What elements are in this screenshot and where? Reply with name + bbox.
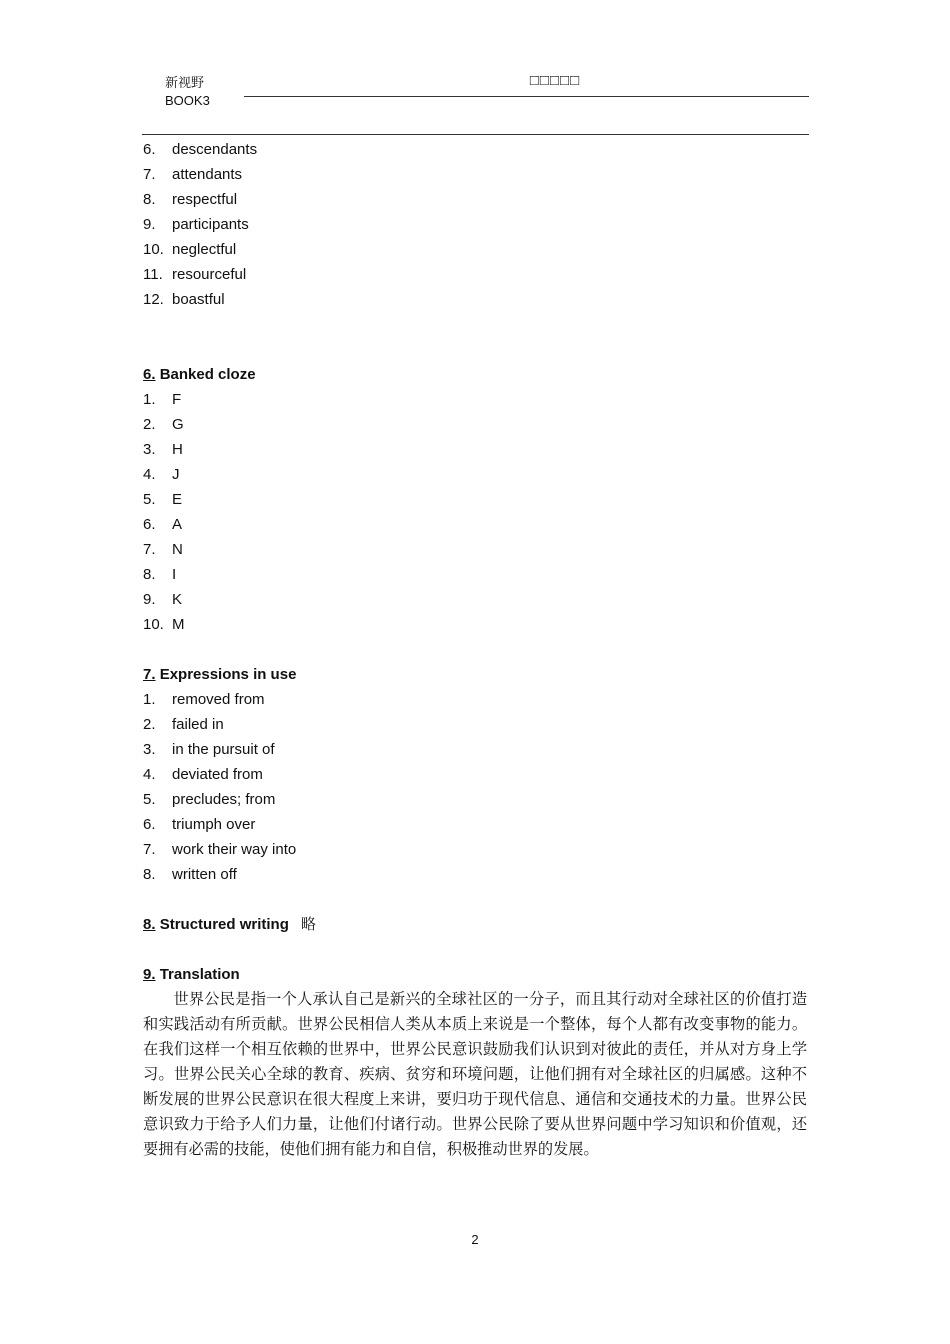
header-book-number: BOOK3 — [165, 93, 210, 108]
spacer — [143, 637, 810, 662]
list-item — [143, 537, 810, 562]
item-number: 8. — [143, 866, 156, 883]
section-title: Structured writing — [159, 916, 289, 933]
item-number: 7. — [143, 166, 156, 183]
header-rule-top — [244, 96, 809, 97]
list-item — [143, 262, 810, 287]
section-number: 9. — [143, 966, 156, 983]
list-item — [143, 387, 810, 412]
item-number: 11. — [143, 266, 163, 283]
item-number: 1. — [143, 691, 156, 708]
item-number: 3. — [143, 441, 156, 458]
section-number: 6. — [143, 366, 156, 383]
spacer — [143, 937, 810, 962]
list-item — [143, 812, 810, 837]
item-text: participants — [172, 216, 249, 233]
translation-paragraph: 世界公民是指一个人承认自己是新兴的全球社区的一分子，而且其行动对全球社区的价值打造和实践活动有所贡献。世界公民相信人类从本质上来说是一个整体，每个人都有改变事物的能力。在我们这样一个相互依赖的世界中，世界公民意识鼓励我们认识到对彼此的责任，并从对方身上学习。世界公民关心全球的教育、疾病、贫穷和环境问题，让他们拥有对全球社区的归属感。这种不断发展的世界公民意识在很大程度上来讲，要归功于现代信息、通信和交通技术的力量。世界公民意识致力于给予人们力量，让他们付诸行动。世界公民除了要从世界问题中学习知识和价值观，还要拥有必需的技能，使他们拥有能力和自信，积极推动世界的发展。 — [143, 990, 807, 1158]
list-item — [143, 787, 810, 812]
list-item — [143, 862, 810, 887]
item-text: precludes; from — [172, 791, 276, 808]
section-heading-structured-writing — [143, 912, 810, 937]
list-item — [143, 687, 810, 712]
header-title: □□□□□ — [529, 72, 581, 89]
header-rule-bottom — [142, 134, 809, 135]
item-text: J — [172, 466, 180, 483]
item-text: A — [172, 516, 183, 533]
section-title: Banked cloze — [159, 366, 256, 383]
item-text: written off — [172, 866, 237, 883]
item-number: 7. — [143, 841, 156, 858]
list-item — [143, 837, 810, 862]
list-item — [143, 137, 810, 162]
header-series-name: 新视野 — [165, 75, 205, 90]
section-heading-expressions-in-use — [143, 662, 810, 687]
item-number: 8. — [143, 191, 156, 208]
list-item — [143, 562, 810, 587]
item-number: 4. — [143, 466, 156, 483]
list-item — [143, 437, 810, 462]
item-number: 3. — [143, 741, 156, 758]
expressions-answers — [143, 687, 810, 887]
list-item — [143, 737, 810, 762]
item-number: 6. — [143, 516, 156, 533]
list-item — [143, 462, 810, 487]
list-item — [143, 162, 810, 187]
item-text: N — [172, 541, 183, 558]
item-text: I — [172, 566, 177, 583]
item-number: 5. — [143, 491, 156, 508]
item-text: F — [172, 391, 182, 408]
item-number: 2. — [143, 716, 156, 733]
item-number: 4. — [143, 766, 156, 783]
list-item — [143, 712, 810, 737]
page-number: 2 — [471, 1232, 479, 1247]
list-item — [143, 587, 810, 612]
spacer — [143, 312, 810, 362]
banked-cloze-answers — [143, 387, 810, 637]
item-number: 8. — [143, 566, 156, 583]
item-text: triumph over — [172, 816, 256, 833]
section-heading-translation — [143, 962, 810, 987]
item-text: failed in — [172, 716, 224, 733]
item-text: E — [172, 491, 183, 508]
section-number: 7. — [143, 666, 156, 683]
list-item — [143, 412, 810, 437]
item-number: 5. — [143, 791, 156, 808]
item-text: work their way into — [172, 841, 297, 858]
list-item — [143, 762, 810, 787]
list-item — [143, 487, 810, 512]
list-item — [143, 612, 810, 637]
item-number: 9. — [143, 216, 156, 233]
item-number: 9. — [143, 591, 156, 608]
item-text: removed from — [172, 691, 265, 708]
section-heading-banked-cloze — [143, 362, 810, 387]
item-number: 7. — [143, 541, 156, 558]
list-item — [143, 287, 810, 312]
item-text: G — [172, 416, 184, 433]
item-text: respectful — [172, 191, 238, 208]
item-text: H — [172, 441, 183, 458]
section-title: Expressions in use — [159, 666, 297, 683]
section-title: Translation — [159, 966, 240, 983]
item-number: 10. — [143, 241, 164, 258]
list-item — [143, 237, 810, 262]
answer-list-continued — [143, 137, 810, 312]
list-item — [143, 187, 810, 212]
list-item — [143, 512, 810, 537]
section-number: 8. — [143, 916, 156, 933]
item-number: 6. — [143, 141, 156, 158]
item-text: descendants — [172, 141, 258, 158]
item-number: 1. — [143, 391, 156, 408]
item-text: neglectful — [172, 241, 237, 258]
item-text: resourceful — [172, 266, 247, 283]
item-number: 12. — [143, 291, 164, 308]
page-content — [143, 137, 810, 1162]
item-number: 10. — [143, 616, 164, 633]
item-text: K — [172, 591, 183, 608]
list-item — [143, 212, 810, 237]
item-text: attendants — [172, 166, 243, 183]
section-note: 略 — [301, 915, 317, 933]
item-number: 2. — [143, 416, 156, 433]
item-number: 6. — [143, 816, 156, 833]
item-text: deviated from — [172, 766, 263, 783]
item-text: M — [172, 616, 185, 633]
item-text: in the pursuit of — [172, 741, 275, 758]
item-text: boastful — [172, 291, 225, 308]
spacer — [143, 887, 810, 912]
header-book-label — [165, 74, 210, 110]
